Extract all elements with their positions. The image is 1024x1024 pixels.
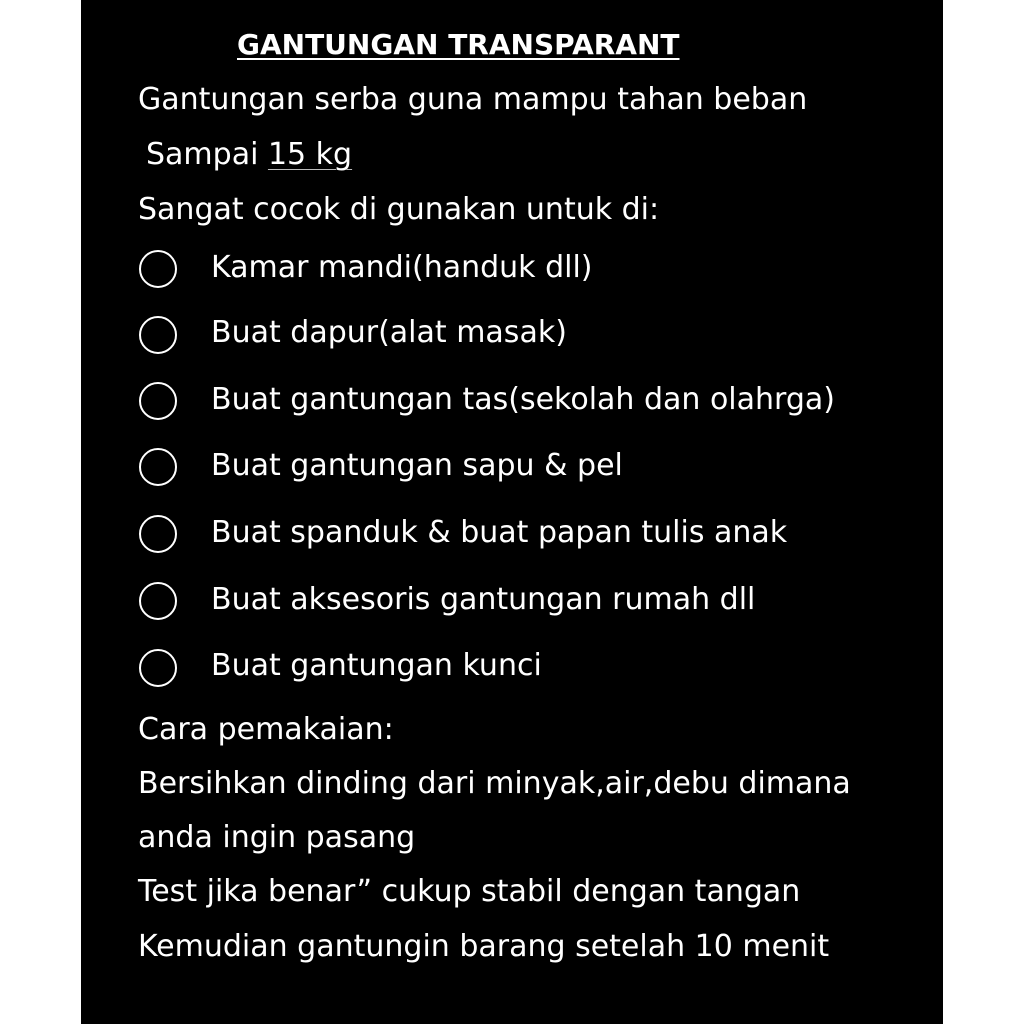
circle-bullet-icon <box>139 448 177 486</box>
usage-line: Kemudian gantungin barang setelah 10 menit <box>138 929 830 964</box>
intro-line-2-prefix: Sampai <box>146 137 268 172</box>
circle-bullet-icon <box>139 382 177 420</box>
use-item: Buat gantungan tas(sekolah dan olahrga) <box>211 382 835 417</box>
usage-heading: Cara pemakaian: <box>138 712 394 747</box>
circle-bullet-icon <box>139 582 177 620</box>
usage-line: anda ingin pasang <box>138 820 416 855</box>
use-item: Buat dapur(alat masak) <box>211 315 567 350</box>
intro-line-1: Gantungan serba guna mampu tahan beban <box>138 82 808 117</box>
intro-line-2 <box>146 137 352 173</box>
use-item: Kamar mandi(handuk dll) <box>211 250 593 285</box>
circle-bullet-icon <box>139 316 177 354</box>
suitable-heading: Sangat cocok di gunakan untuk di: <box>138 192 660 227</box>
use-item: Buat gantungan sapu & pel <box>211 448 623 483</box>
load-capacity-value: 15 kg <box>267 137 353 172</box>
circle-bullet-icon <box>139 515 177 553</box>
page-title: GANTUNGAN TRANSPARANT <box>237 28 680 61</box>
circle-bullet-icon <box>139 649 177 687</box>
use-item: Buat gantungan kunci <box>211 648 542 683</box>
circle-bullet-icon <box>139 250 177 288</box>
usage-line: Bersihkan dinding dari minyak,air,debu dimana <box>138 766 851 801</box>
use-item: Buat spanduk & buat papan tulis anak <box>211 515 788 550</box>
use-item: Buat aksesoris gantungan rumah dll <box>211 582 756 617</box>
usage-line: Test jika benar” cukup stabil dengan tangan <box>138 874 801 909</box>
